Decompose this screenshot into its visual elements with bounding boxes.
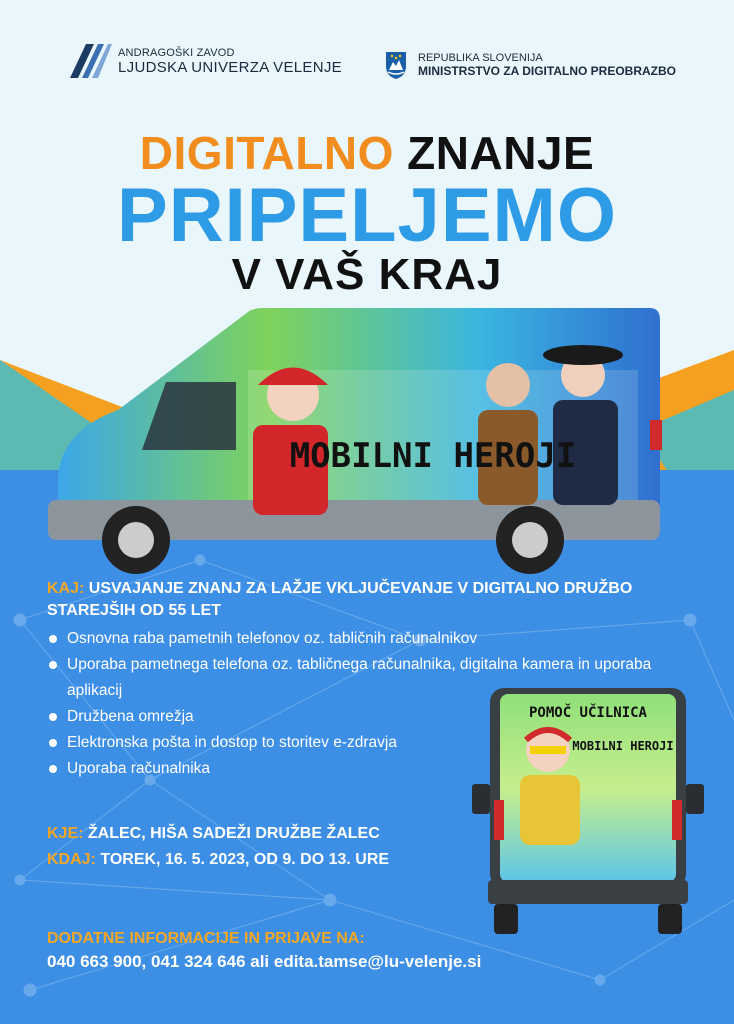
- lu-logo-icon: [70, 44, 112, 78]
- kaj-label: KAJ:: [47, 580, 85, 597]
- van-side-illustration: [38, 300, 668, 580]
- ministry-logo: [384, 50, 676, 80]
- list-item: Družbena omrežja: [47, 704, 467, 730]
- kje-row: [47, 821, 389, 847]
- headline-pripeljemo: PRIPELJEMO: [117, 173, 617, 258]
- ministry-name: MINISTRSTVO ZA DIGITALNO PREOBRAZBO: [418, 64, 676, 78]
- kaj-text: USVAJANJE ZNANJ ZA LAŽJE VKLJUČEVANJE V DIGITALNO DRUŽBO STAREJŠIH OD 55 LET: [47, 580, 633, 619]
- kdaj-row: [47, 847, 389, 873]
- van-back-illustration: [468, 680, 708, 940]
- van-back-title: POMOČ UČILNICA: [528, 705, 648, 721]
- logo-title: LJUDSKA UNIVERZA VELENJE: [118, 58, 342, 76]
- van-side-title: MOBILNI HEROJI: [289, 436, 577, 476]
- ministry-country: REPUBLIKA SLOVENIJA: [418, 52, 543, 64]
- list-item: Elektronska pošta in dostop to storitev e-zdravja: [47, 730, 467, 756]
- slovenia-coat-of-arms-icon: [384, 50, 408, 80]
- kdaj-label: KDAJ:: [47, 851, 96, 868]
- headline-digitalno: DIGITALNO: [139, 127, 394, 179]
- logo-subtitle: ANDRAGOŠKI ZAVOD: [118, 46, 235, 59]
- kje-text: ŽALEC, HIŠA SADEŽI DRUŽBE ŽALEC: [87, 825, 380, 842]
- info-label: DODATNE INFORMACIJE IN PRIJAVE NA:: [47, 930, 365, 947]
- list-item: Osnovna raba pametnih telefonov oz. tabličnih računalnikov: [47, 626, 587, 652]
- headline-znanje: ZNANJE: [407, 127, 595, 179]
- list-item: Uporaba računalnika: [47, 756, 467, 782]
- headline-v-vas-kraj: V VAŠ KRAJ: [231, 250, 503, 299]
- lu-velenje-logo: [70, 44, 342, 78]
- list-item: Uporaba pametnega telefona oz. tabličnega računalnika, digitalna kamera in uporaba aplikacij: [47, 652, 657, 704]
- kdaj-text: TOREK, 16. 5. 2023, OD 9. DO 13. URE: [100, 851, 390, 868]
- where-when: [47, 821, 389, 873]
- kaj-section: [47, 578, 687, 622]
- kje-label: KJE:: [47, 825, 84, 842]
- contact-info: 040 663 900, 041 324 646 ali edita.tamse@lu-velenje.si: [47, 952, 482, 971]
- van-back-text: MOBILNI HEROJI: [572, 739, 674, 753]
